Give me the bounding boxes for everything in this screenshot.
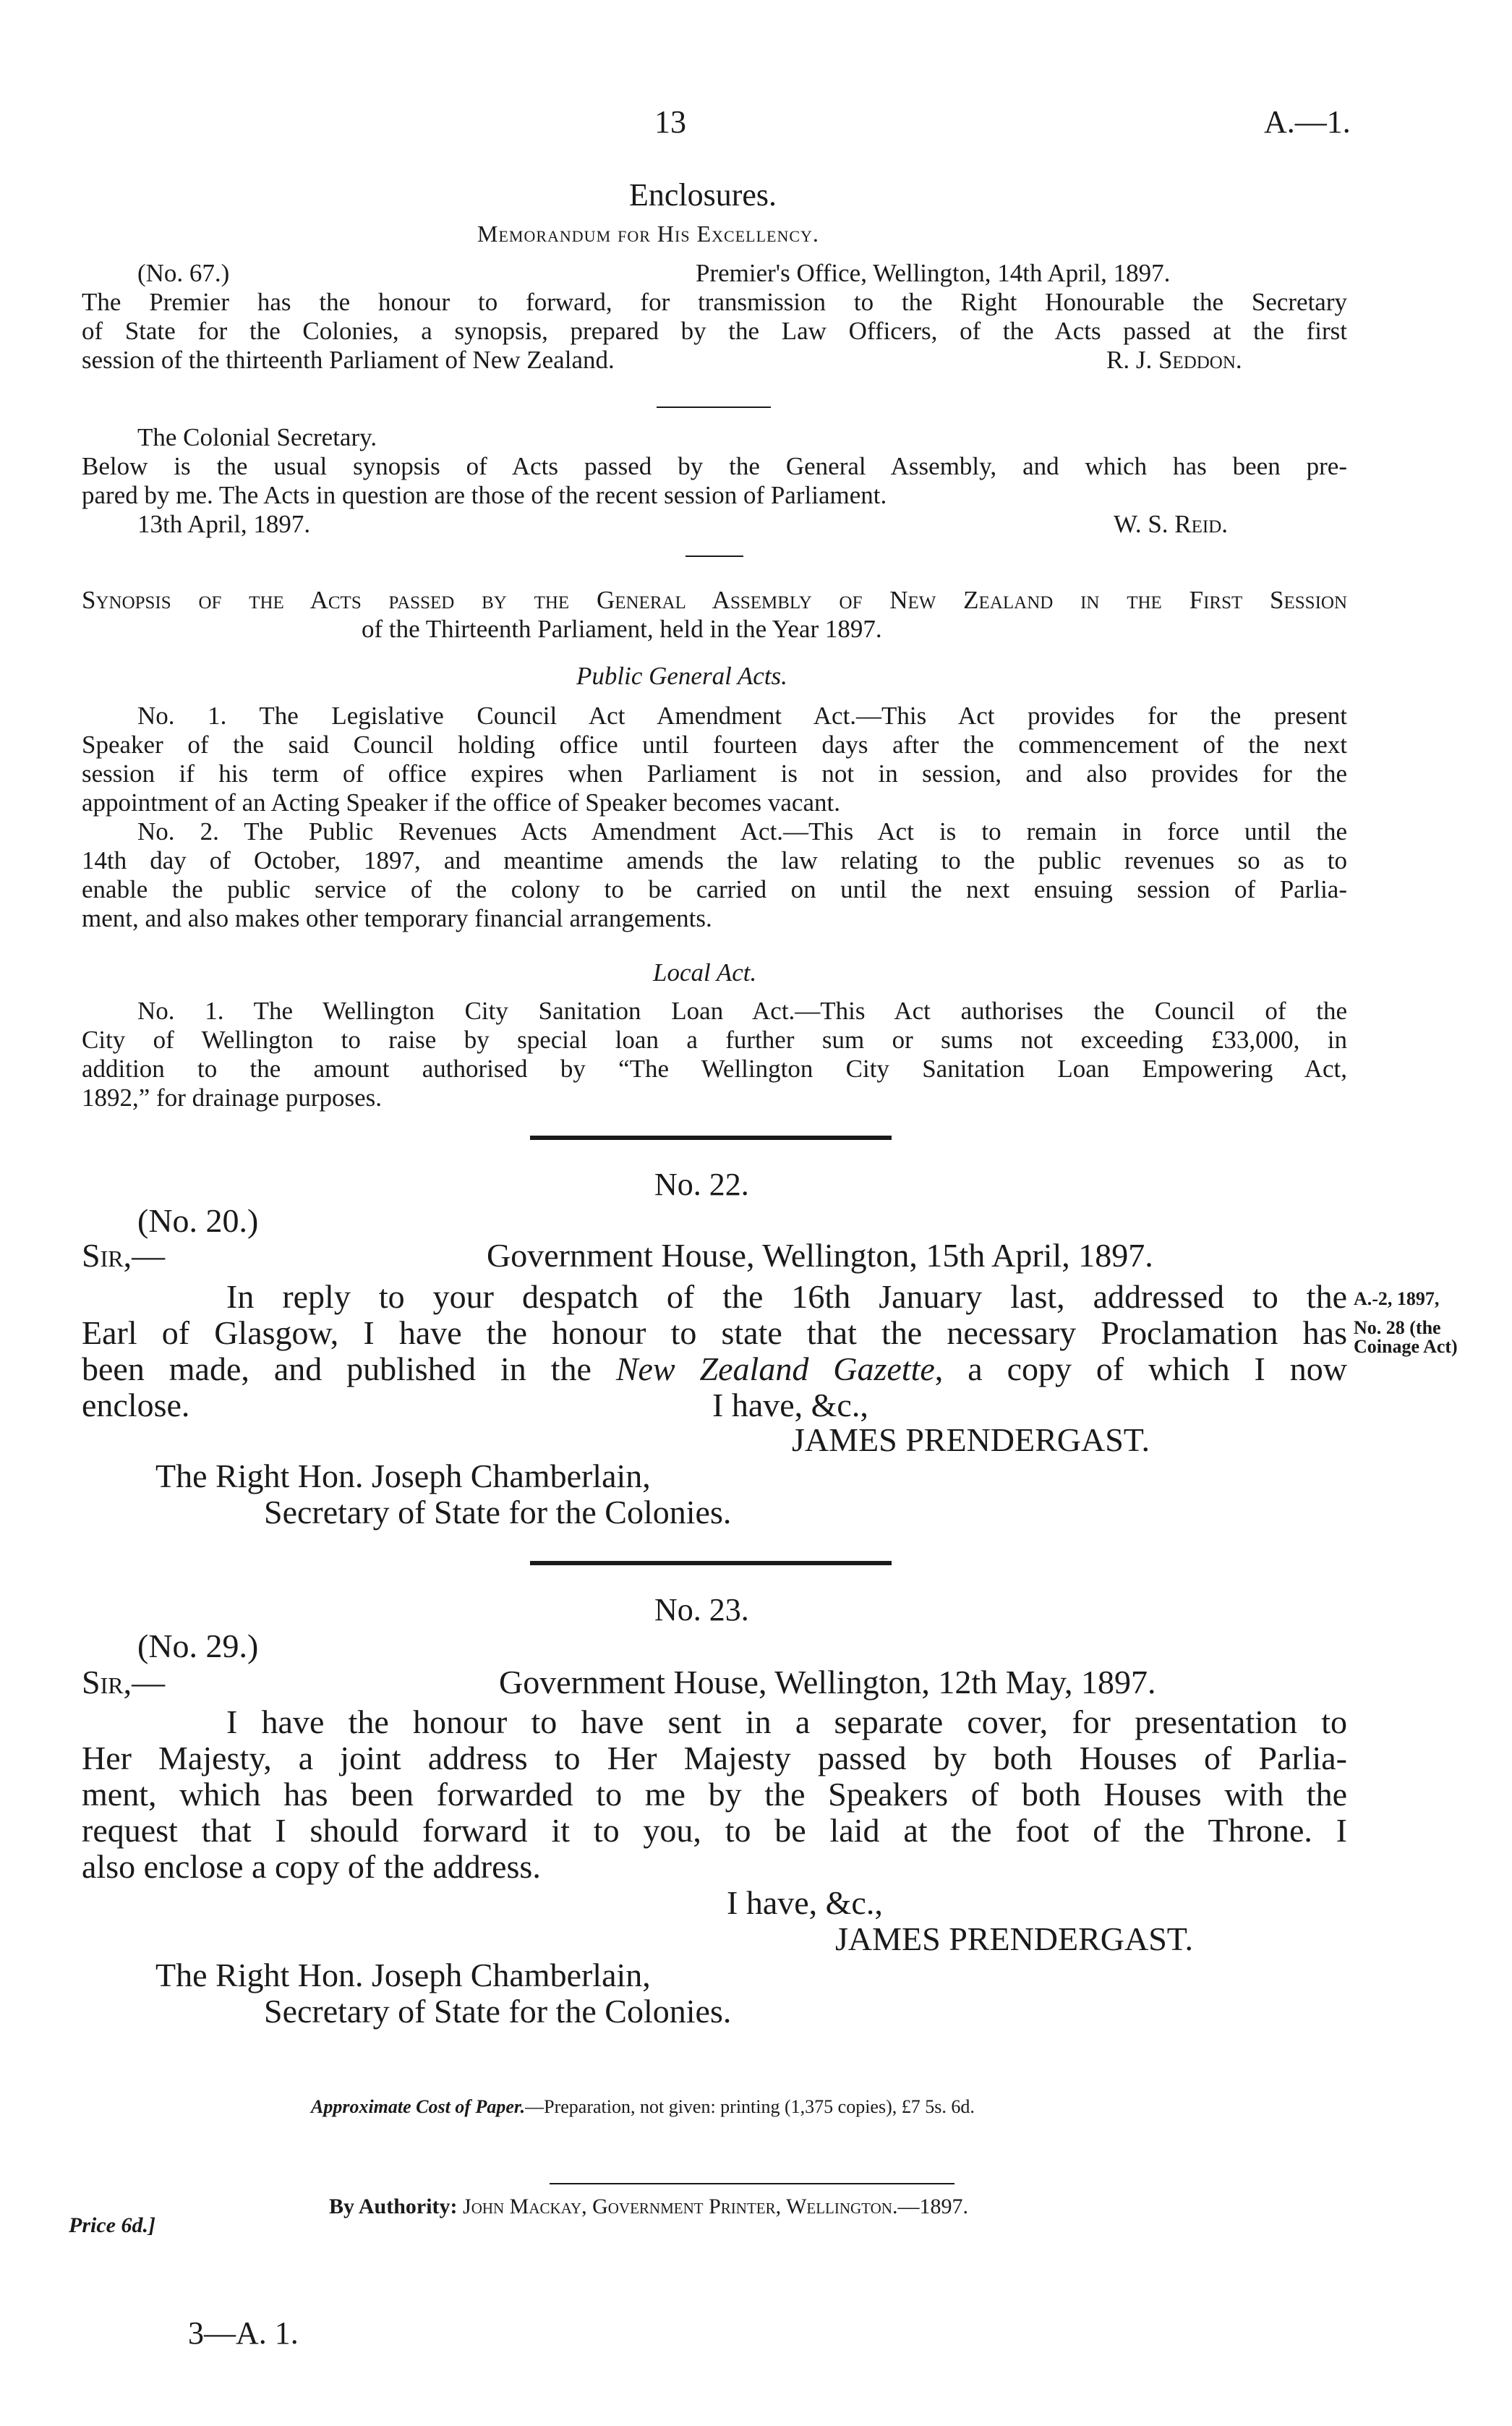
- no22-line-4: enclose.: [82, 1387, 190, 1423]
- no22-line-3: been made, and published in the New Zealand Gazette, a copy of which I now: [82, 1350, 1348, 1387]
- separator-rule-1: [657, 407, 771, 408]
- no22-closing: I have, &c.,: [712, 1387, 868, 1423]
- no23-line-1: I have the honour to have sent in a separate cover, for presentation to: [226, 1703, 1347, 1740]
- reid-signature: W. S. Reid.: [1114, 510, 1229, 538]
- no22-margin-note-3: Coinage Act): [1354, 1336, 1458, 1357]
- no23-salutation: Sir,—: [82, 1664, 166, 1701]
- public-line-8: ment, and also makes other temporary financial arrangements.: [82, 904, 712, 932]
- no22-signature: JAMES PRENDERGAST.: [792, 1421, 1150, 1458]
- heavy-rule-2: [530, 1561, 892, 1565]
- public-line-7: enable the public service of the colony to be carried on until the next ensuing session of Parlia-: [82, 875, 1347, 903]
- no23-line-3: ment, which has been forwarded to me by the Speakers of both Houses with the: [82, 1776, 1347, 1813]
- no22-margin-note-1: A.-2, 1897,: [1354, 1288, 1440, 1309]
- memo-place-date: Premier's Office, Wellington, 14th April, 1897.: [696, 259, 1171, 287]
- price: Price 6d.]: [69, 2213, 155, 2237]
- signature-mark: 3—A. 1.: [188, 2315, 299, 2351]
- no23-line-2: Her Majesty, a joint address to Her Majesty passed by both Houses of Parlia-: [82, 1740, 1347, 1776]
- page-number: 13: [654, 104, 686, 140]
- no23-signature: JAMES PRENDERGAST.: [835, 1920, 1193, 1957]
- local-act-heading: Local Act.: [653, 958, 757, 987]
- public-line-5: No. 2. The Public Revenues Acts Amendment Act.—This Act is to remain in force until the: [137, 817, 1347, 846]
- memo-line-1: The Premier has the honour to forward, for transmission to the Right Honourable the Secretary: [82, 288, 1347, 316]
- memo-line-3: session of the thirteenth Parliament of New Zealand.: [82, 346, 615, 374]
- no22-salutation: Sir,—: [82, 1237, 166, 1274]
- reid-date: 13th April, 1897.: [137, 510, 311, 538]
- by-authority: By Authority: John Mackay, Government Printer, Wellington.—1897.: [329, 2195, 968, 2218]
- no22-line-2: Earl of Glasgow, I have the honour to state that the necessary Proclamation has: [82, 1314, 1347, 1351]
- no23-heading: No. 23.: [654, 1592, 749, 1627]
- local-line-3: addition to the amount authorised by “The Wellington City Sanitation Loan Empowering Act,: [82, 1055, 1347, 1083]
- no22-line-1: In reply to your despatch of the 16th January last, addressed to the: [226, 1278, 1347, 1315]
- enclosures-title: Enclosures.: [629, 177, 777, 213]
- no23-line-5: also enclose a copy of the address.: [82, 1848, 541, 1885]
- synopsis-title-2: of the Thirteenth Parliament, held in the Year 1897.: [362, 615, 882, 643]
- no23-closing: I have, &c.,: [727, 1884, 883, 1921]
- cost-of-paper: Approximate Cost of Paper.—Preparation, not given: printing (1,375 copies), £7 5s. 6d.: [311, 2096, 975, 2117]
- no23-despatch-number: (No. 29.): [137, 1627, 259, 1664]
- no22-despatch-number: (No. 20.): [137, 1202, 259, 1239]
- doc-reference: A.—1.: [1264, 104, 1351, 140]
- memo-heading: Memorandum for His Excellency.: [477, 221, 819, 247]
- no23-addressee-2: Secretary of State for the Colonies.: [264, 1993, 732, 2030]
- local-line-4: 1892,” for drainage purposes.: [82, 1084, 383, 1112]
- local-line-2: City of Wellington to raise by special loan a further sum or sums not exceeding £33,000, in: [82, 1026, 1347, 1054]
- no22-addressee-2: Secretary of State for the Colonies.: [264, 1494, 732, 1531]
- no23-line-4: request that I should forward it to you, to be laid at the foot of the Throne. I: [82, 1812, 1347, 1849]
- no22-heading: No. 22.: [654, 1167, 749, 1202]
- public-line-3: session if his term of office expires when Parliament is not in session, and also provides for the: [82, 759, 1347, 788]
- memo-line-2: of State for the Colonies, a synopsis, prepared by the Law Officers, of the Acts passed at the first: [82, 317, 1347, 345]
- local-line-1: No. 1. The Wellington City Sanitation Loan Act.—This Act authorises the Council of the: [137, 997, 1347, 1025]
- synopsis-title-1: Synopsis of the Acts passed by the General Assembly of New Zealand in the First Session: [82, 586, 1347, 614]
- colonial-secretary: The Colonial Secretary.: [137, 423, 377, 451]
- memo-signature: R. J. Seddon.: [1106, 346, 1242, 374]
- no22-addressee-1: The Right Hon. Joseph Chamberlain,: [155, 1457, 651, 1494]
- reid-line-2: pared by me. The Acts in question are those of the recent session of Parliament.: [82, 481, 887, 509]
- public-line-1: No. 1. The Legislative Council Act Amendment Act.—This Act provides for the present: [137, 702, 1347, 730]
- public-line-4: appointment of an Acting Speaker if the office of Speaker becomes vacant.: [82, 788, 840, 817]
- no22-place-date: Government House, Wellington, 15th April, 1897.: [487, 1237, 1153, 1274]
- no23-addressee-1: The Right Hon. Joseph Chamberlain,: [155, 1957, 651, 1993]
- separator-rule-2: [685, 556, 743, 557]
- public-line-2: Speaker of the said Council holding office until fourteen days after the commencement of the next: [82, 731, 1347, 759]
- memo-number: (No. 67.): [137, 259, 230, 287]
- no22-margin-note-2: No. 28 (the: [1354, 1317, 1441, 1338]
- heavy-rule-1: [530, 1136, 892, 1140]
- public-line-6: 14th day of October, 1897, and meantime amends the law relating to the public revenues so as to: [82, 846, 1347, 874]
- footer-rule: [550, 2183, 954, 2184]
- no23-place-date: Government House, Wellington, 12th May, 1897.: [499, 1664, 1156, 1701]
- public-acts-heading: Public General Acts.: [576, 662, 787, 690]
- reid-line-1: Below is the usual synopsis of Acts passed by the General Assembly, and which has been pre-: [82, 452, 1347, 480]
